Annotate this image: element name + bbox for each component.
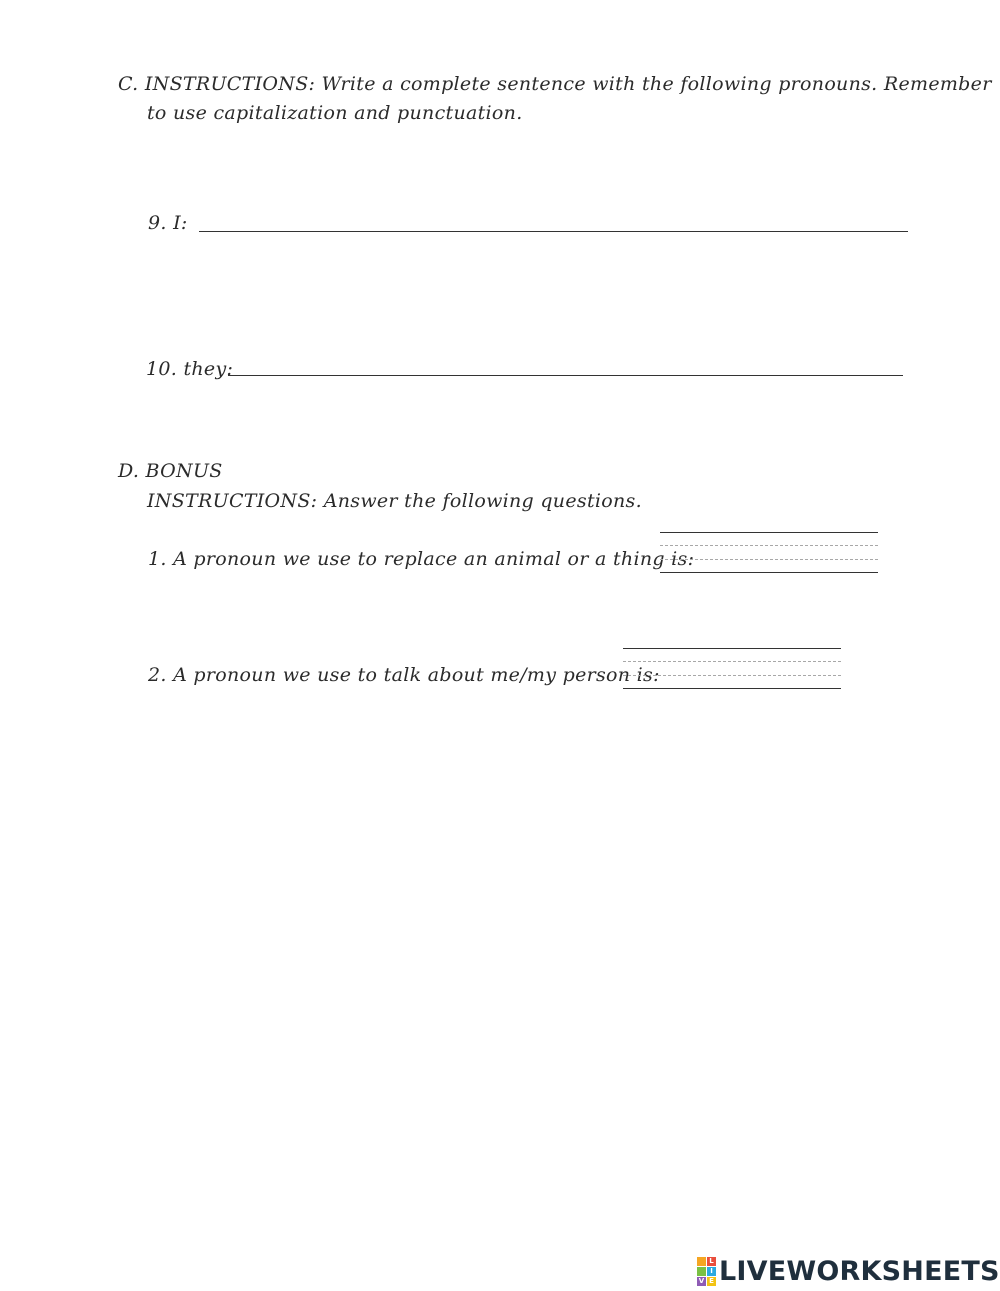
answer-guide-line [623,675,841,676]
logo-block [697,1257,706,1266]
item-9-answer-line[interactable] [199,231,908,232]
bonus-question-2: 2. A pronoun we use to talk about me/my person is: [148,664,660,686]
section-c-instructions-line1: C. INSTRUCTIONS: Write a complete sentence with the following pronouns. Remember [118,73,992,95]
logo-block [697,1267,706,1276]
item-10-answer-line[interactable] [228,375,903,376]
section-d-instructions: INSTRUCTIONS: Answer the following questions. [147,490,642,512]
logo-block-l: L [707,1257,716,1266]
answer-guide-line [623,661,841,662]
answer-top-line [660,532,878,533]
answer-top-line [623,648,841,649]
section-d-title: D. BONUS [118,460,223,482]
item-9-label: 9. I: [148,212,188,234]
bonus-2-answer-field[interactable] [623,648,841,688]
answer-base-line [623,688,841,689]
logo-block-i: I [707,1267,716,1276]
answer-base-line [660,572,878,573]
item-10-label: 10. they: [146,358,234,380]
logo-blocks-icon [697,1257,716,1286]
logo-wordmark: LIVEWORKSHEETS [719,1255,1000,1287]
bonus-1-answer-field[interactable] [660,532,878,572]
logo-block-v: V [698,1276,705,1285]
section-c-instructions-line2: to use capitalization and punctuation. [147,102,523,124]
answer-guide-line [660,559,878,560]
bonus-question-1: 1. A pronoun we use to replace an animal or a thing is: [148,548,695,570]
answer-guide-line [660,545,878,546]
logo-block-e: E [707,1277,716,1286]
liveworksheets-logo [697,1255,1000,1287]
